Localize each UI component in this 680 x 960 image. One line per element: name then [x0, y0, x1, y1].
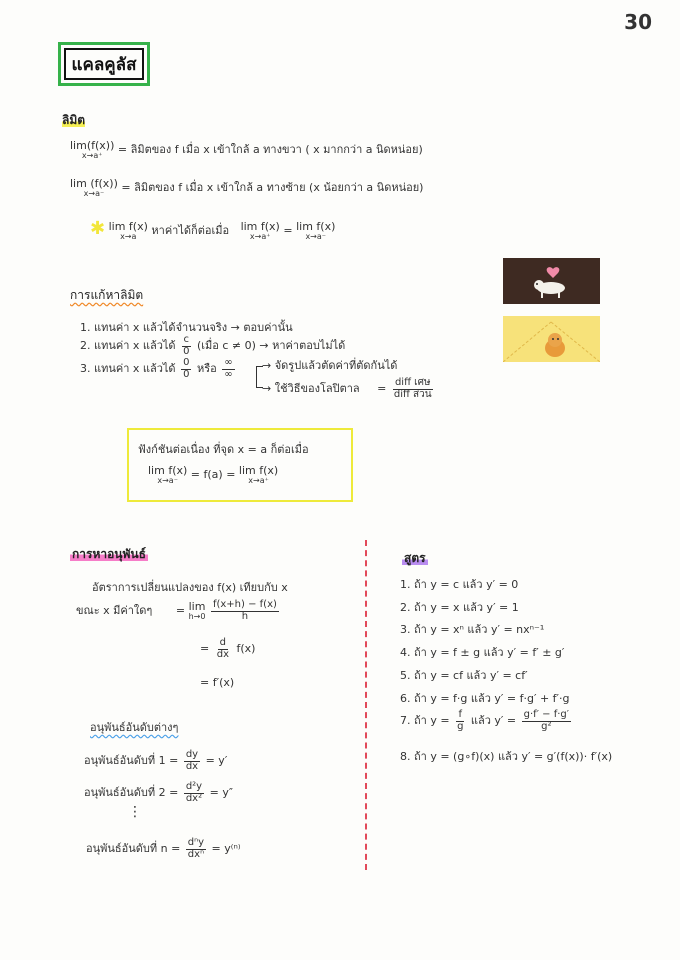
column-divider — [365, 540, 367, 870]
title-box — [58, 42, 150, 86]
finding-step-2 — [80, 335, 345, 357]
higher-order-1-tail: = y′ — [205, 754, 228, 767]
finding-step-3-den: 0 — [183, 368, 190, 380]
limit-left-line — [70, 178, 423, 198]
formula-7-fg-den: g — [457, 720, 464, 732]
finding-step-3-inf-num: ∞ — [224, 357, 233, 368]
formula-8: 8. ถ้า y = (g∘f)(x) แล้ว y′ = g′(f(x))· f′(x) — [400, 750, 613, 763]
continuity-mid: = f(a) = — [190, 468, 236, 481]
finding-step-1: 1. แทนค่า x แล้วได้จำนวนจริง → ตอบค่านั้น — [80, 321, 293, 334]
derivative-d-num: d — [219, 637, 227, 648]
finding-step-2-den: 0 — [183, 345, 190, 357]
continuity-lim-left-word: lim f(x) — [148, 464, 188, 477]
limit-exist-left — [296, 221, 335, 241]
formulas-heading — [402, 549, 428, 568]
derivative-frac-den: h — [241, 610, 249, 622]
formula-3: 3. ถ้า y = xⁿ แล้ว y′ = nxⁿ⁻¹ — [400, 623, 545, 636]
derivative-def-1: อัตราการเปลี่ยนแปลงของ f(x) เทียบกับ x — [92, 581, 288, 594]
puppy-sticker-illustration — [503, 316, 600, 362]
derivative-lim — [189, 601, 206, 621]
finding-step-3-diff-frac — [392, 378, 434, 400]
limit-exist-right-word: lim f(x) — [240, 220, 280, 233]
continuity-lim-left — [148, 465, 187, 485]
derivative-d-tail: f(x) — [236, 642, 256, 655]
finding-step-3-eq: = — [377, 382, 387, 395]
higher-order-2 — [84, 782, 233, 804]
formula-7-frac — [522, 710, 571, 732]
formula-5: 5. ถ้า y = cf แล้ว y′ = cf′ — [400, 669, 528, 682]
higher-order-n — [86, 838, 241, 860]
limit-left-lim — [70, 178, 118, 198]
formula-7-den: g² — [541, 720, 552, 732]
finding-step-3-opt2 — [262, 378, 436, 400]
continuity-lim-right-sub: x→a⁺ — [248, 476, 269, 485]
limit-exist-lim — [109, 221, 148, 241]
formulas-heading-text: สูตร — [404, 551, 426, 565]
formula-1: 1. ถ้า y = c แล้ว y′ = 0 — [400, 578, 519, 591]
page-title: แคลคูลัส — [64, 48, 144, 80]
continuity-lim-left-sub: x→a⁻ — [157, 476, 178, 485]
limit-exist-line — [90, 218, 335, 241]
finding-step-3-opt1: → จัดรูปแล้วตัดค่าที่ตัดกันได้ — [262, 359, 398, 372]
finding-step-3-frac — [181, 358, 191, 380]
higher-order-2-num: d²y — [185, 781, 203, 792]
higher-order-n-num: dⁿy — [187, 837, 205, 848]
higher-order-n-den: dxⁿ — [187, 848, 205, 860]
formula-4: 4. ถ้า y = f ± g แล้ว y′ = f′ ± g′ — [400, 646, 565, 659]
star-icon: ✱ — [90, 218, 106, 239]
finding-step-2-num: c — [183, 334, 190, 345]
continuity-lim-right — [239, 465, 278, 485]
derivative-lim-word: lim — [188, 600, 206, 613]
formula-7-fg-num: f — [458, 709, 462, 720]
formula-7-fg — [455, 710, 465, 732]
higher-order-n-label: อนุพันธ์อันดับที่ n = — [86, 842, 181, 855]
puppy-sticker — [503, 316, 600, 362]
finding-heading-text: การแก้หาลิมิต — [70, 288, 144, 302]
higher-order-1-num: dy — [185, 749, 199, 760]
formula-7-b: แล้ว y′ = — [470, 714, 517, 727]
continuity-line-2 — [148, 465, 278, 485]
derivative-eq-1: = — [175, 604, 186, 617]
formula-7-a: 7. ถ้า y = — [400, 714, 450, 727]
limit-right-desc: = ลิมิตของ f เมื่อ x เข้าใกล้ a ทางขวา ( x มากกว่า a นิดหน่อย) — [117, 143, 423, 156]
limit-exist-left-word: lim f(x) — [296, 220, 336, 233]
finding-step-3-diff-den: diff ส่วน — [393, 388, 432, 400]
derivative-d-frac — [215, 638, 231, 660]
finding-step-3-or: หรือ — [196, 362, 217, 375]
limit-left-lim-sub: x→a⁻ — [83, 189, 105, 198]
finding-step-2-b: (เมื่อ c ≠ 0) → หาค่าตอบไม่ได้ — [196, 339, 346, 352]
formula-6: 6. ถ้า y = f·g แล้ว y′ = f·g′ + f′·g — [400, 692, 570, 705]
limit-right-lim-word: lim(f(x)) — [70, 139, 115, 152]
derivative-eq-2: = — [200, 642, 210, 655]
higher-order-2-frac — [184, 782, 204, 804]
finding-heading — [70, 286, 143, 305]
continuity-line-1: ฟังก์ชันต่อเนื่อง ที่จุด x = a ก็ต่อเมื่อ — [138, 443, 309, 456]
limit-exist-eq: = — [283, 224, 293, 237]
finding-step-2-frac — [181, 335, 191, 357]
finding-step-3-opt2-text: → ใช้วิธีของโลปิตาล — [262, 382, 360, 395]
derivative-line-2 — [200, 638, 255, 660]
finding-step-3-num: 0 — [183, 357, 190, 368]
continuity-lim-right-word: lim f(x) — [238, 464, 279, 477]
formula-7-num: g·f′ − f·g′ — [523, 709, 570, 720]
limit-right-lim — [70, 140, 114, 160]
formula-7 — [400, 710, 573, 732]
dog-sticker-illustration — [503, 258, 600, 304]
derivative-lim-sub: h→0 — [188, 612, 206, 621]
derivative-d-den: dx — [216, 648, 229, 660]
higher-order-1-frac — [184, 750, 200, 772]
limit-exist-right-sub: x→a⁺ — [249, 232, 271, 241]
limit-left-desc: = ลิมิตของ f เมื่อ x เข้าใกล้ a ทางซ้าย (x น้อยกว่า a นิดหน่อย) — [121, 181, 424, 194]
higher-dots: ⋮ — [128, 804, 142, 820]
limit-exist-left-sub: x→a⁻ — [305, 232, 326, 241]
higher-heading-text: อนุพันธ์อันดับต่างๆ — [90, 721, 179, 734]
formula-2: 2. ถ้า y = x แล้ว y′ = 1 — [400, 601, 519, 614]
limit-exist-lim-word: lim f(x) — [108, 220, 148, 233]
limit-heading-text: ลิมิต — [62, 113, 86, 127]
higher-order-2-den: dx² — [185, 792, 203, 804]
derivative-heading-text: การหาอนุพันธ์ — [72, 547, 146, 561]
limit-exist-right — [241, 221, 280, 241]
higher-order-1-den: dx — [185, 760, 199, 772]
limit-exist-lim-sub: x→a — [120, 232, 137, 241]
derivative-frac — [211, 600, 279, 622]
derivative-frac-num: f(x+h) − f(x) — [212, 599, 277, 610]
limit-right-line — [70, 140, 423, 160]
finding-step-3-inf-den: ∞ — [224, 368, 233, 380]
page-number: 30 — [624, 10, 652, 34]
finding-step-3 — [80, 358, 237, 380]
higher-order-n-tail: = y⁽ⁿ⁾ — [211, 842, 241, 855]
higher-heading — [90, 718, 178, 736]
higher-order-2-tail: = y″ — [209, 786, 233, 799]
higher-order-n-frac — [186, 838, 206, 860]
higher-order-2-label: อนุพันธ์อันดับที่ 2 = — [84, 786, 179, 799]
higher-order-1 — [84, 750, 227, 772]
limit-left-lim-word: lim (f(x)) — [70, 177, 118, 190]
finding-step-2-a: 2. แทนค่า x แล้วได้ — [80, 339, 176, 352]
limit-right-lim-sub: x→a⁺ — [81, 151, 103, 160]
derivative-eq-3: = f′(x) — [200, 676, 235, 689]
derivative-def-2-line — [76, 600, 281, 622]
finding-step-3-inf-frac — [222, 358, 234, 380]
limit-exist-text: หาค่าได้ก็ต่อเมื่อ — [151, 224, 230, 237]
higher-order-1-label: อนุพันธ์อันดับที่ 1 = — [84, 754, 179, 767]
dog-sticker — [503, 258, 600, 304]
derivative-def-2: ขณะ x มีค่าใดๆ — [76, 604, 153, 617]
derivative-heading — [70, 545, 148, 564]
finding-step-3-a: 3. แทนค่า x แล้วได้ — [80, 362, 176, 375]
limit-heading — [62, 111, 85, 130]
finding-step-3-diff-num: diff เศษ — [394, 377, 431, 388]
